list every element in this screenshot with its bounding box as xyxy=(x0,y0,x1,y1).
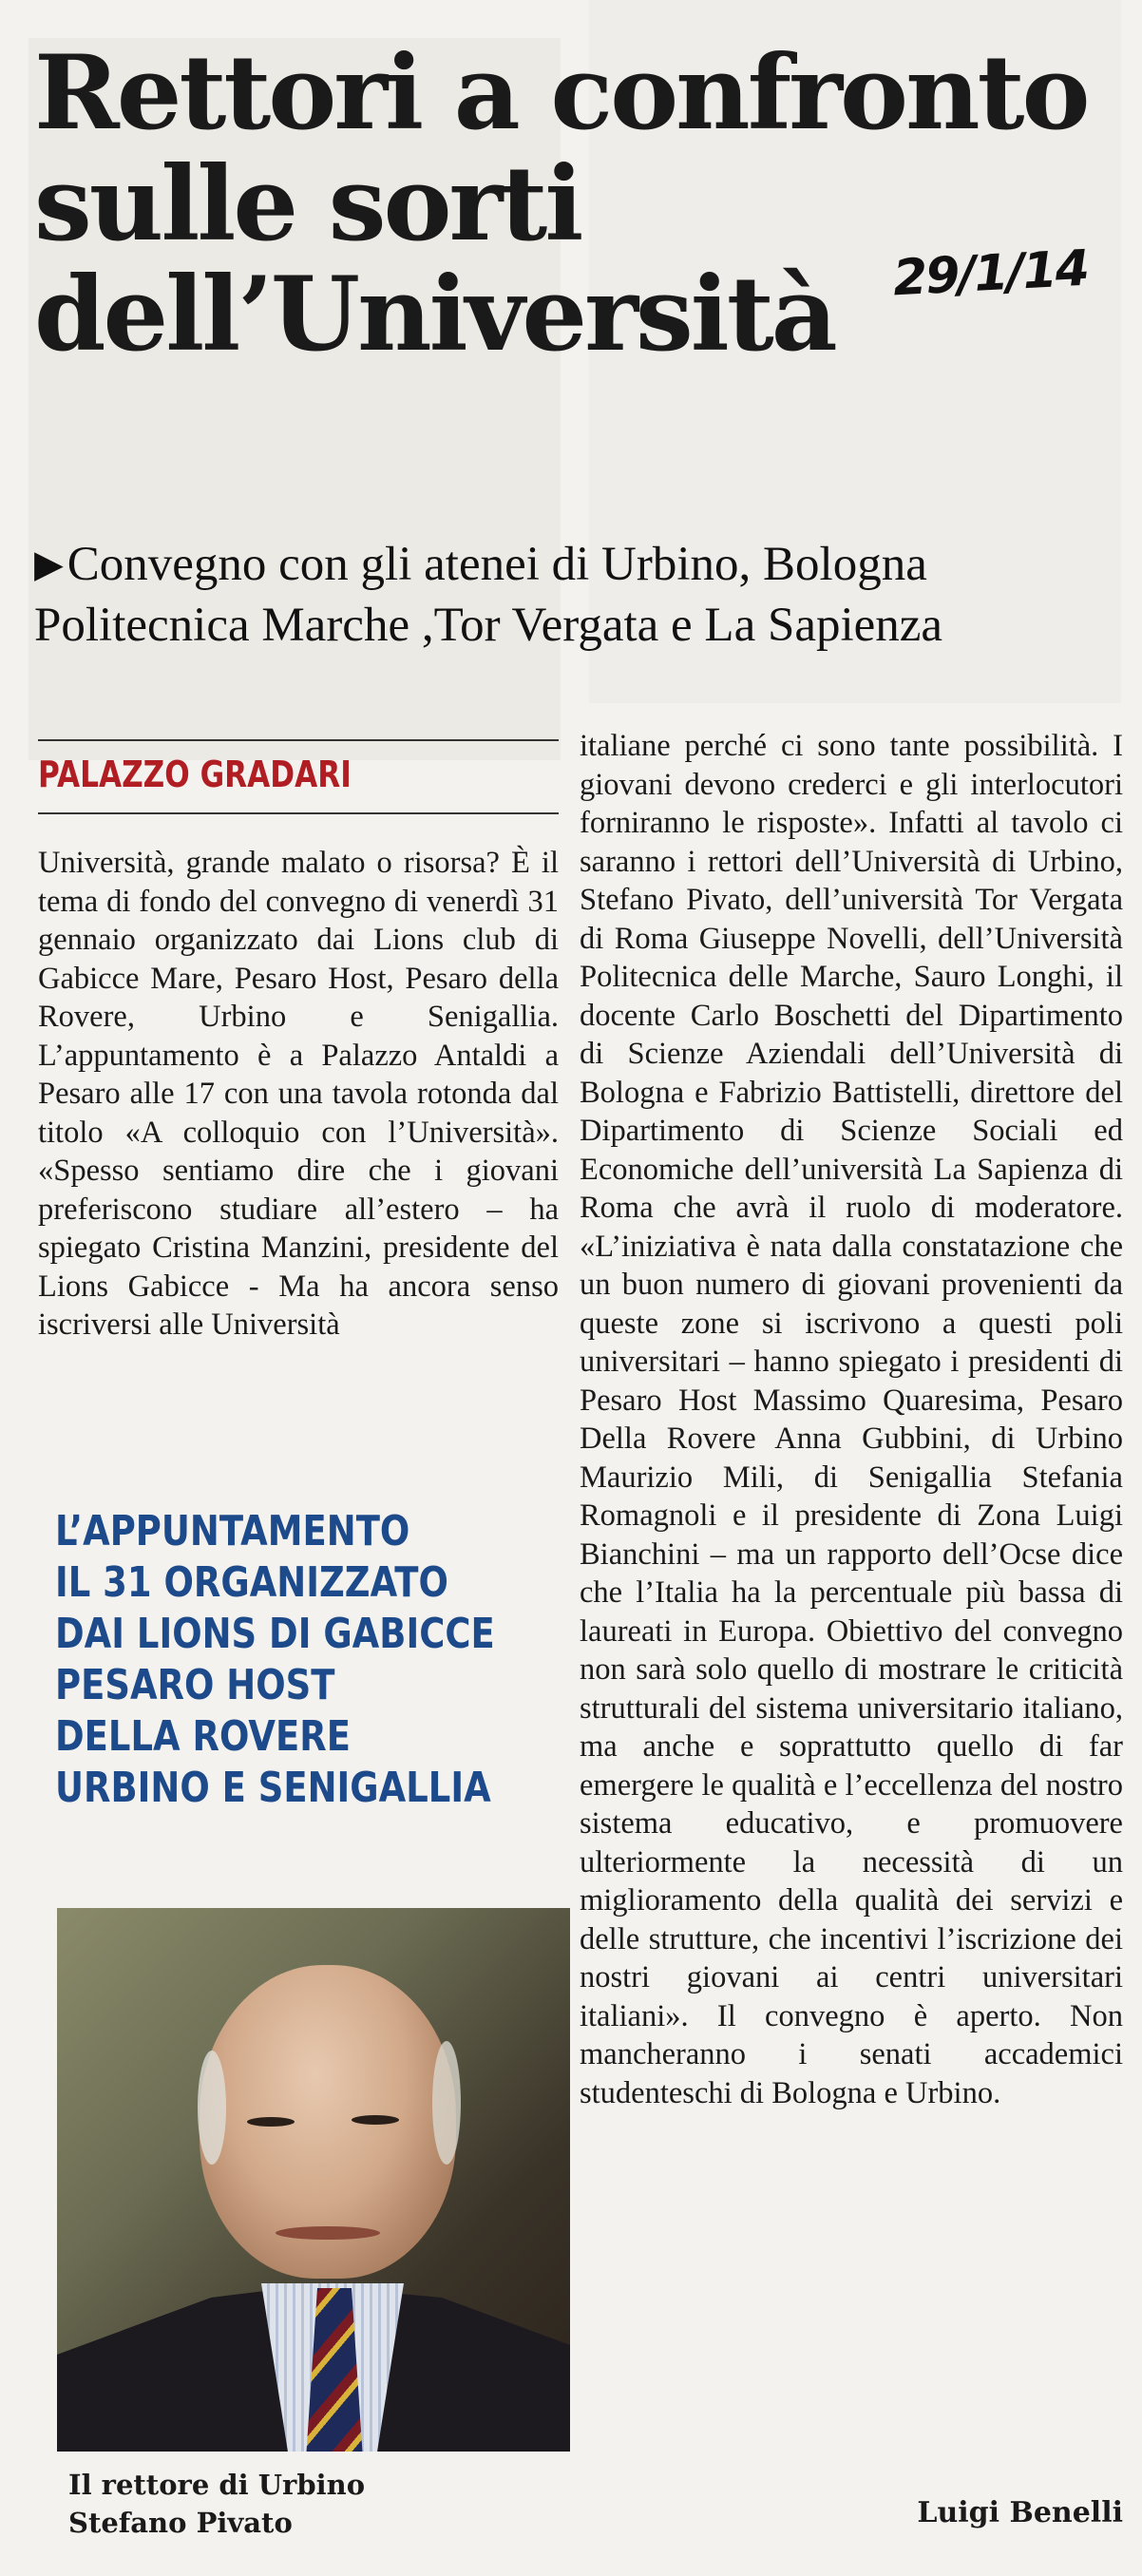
body-column-right: italiane perché ci sono tante possibilità. I giovani devono crederci e gli interlocutori forniranno le risposte». Infatti al tavolo ci saranno i rettori dell’Università di Urbino, Stefano Pivato, dell’università Tor Vergata di Roma Giuseppe Novelli, dell’Università Politecnica delle Marche, Sauro Longhi, il docente Carlo Boschetti del Dipartimento di Scienze Aziendali dell’Università di Bologna e Fabrizio Battistelli, direttore del Dipartimento di Scienze Sociali ed Economiche dell’università La Sapienza di Roma che avrà il ruolo di moderatore. «L’iniziativa è nata dalla constatazione che un buon numero di giovani provenienti da queste zone si iscrivono a questi poli universitari – hanno spiegato i presidenti di Pesaro Host Massimo Quaresima, Pesaro Della Rovere Anna Gubbini, di Urbino Maurizio Mili, di Senigallia Stefania Romagnoli e il presidente di Zona Luigi Bianchini – ma un rapporto dell’Ocse dice che l’Italia ha la percentuale più bassa di laureati in Europa. Obiettivo del convegno non sarà solo quello di mostrare le criticità strutturali del sistema universitario italiano, ma anche e soprattutto quello di far emergere le qualità e l’eccellenza del nostro sistema educativo, e promuovere ulteriormente la necessità di un miglioramento della qualità dei servizi e delle strutture, che incentivi l’iscrizione dei nostri giovani ai centri universitari italiani». Il convegno è aperto. Non mancheranno i senati accademici studenteschi di Bologna e Urbino. xyxy=(580,729,1123,2110)
photo-caption xyxy=(68,2466,365,2542)
body-column-left: Università, grande malato o risorsa? È il tema di fondo del convegno di venerdì 31 gennaio organizzato dai Lions club di Gabicce Mare, Pesaro Host, Pesaro della Rovere, Urbino e Senigallia. L’appuntamento è a Palazzo Antaldi a Pesaro alle 17 con una tavola rotonda dal titolo «A colloquio con l’Università». «Spesso sentiamo dire che i giovani preferiscono studiare all’estero – ha spiegato Cristina Manzini, presidente del Lions Gabicce - Ma ha ancora senso iscriversi alle Università xyxy=(38,846,559,1342)
headline-line: dell’Università xyxy=(34,255,835,375)
section-rule-bottom xyxy=(38,812,559,814)
portrait-eye xyxy=(247,2117,295,2127)
arrow-marker-icon: ▶ xyxy=(34,543,64,585)
caption-line: Stefano Pivato xyxy=(68,2507,293,2539)
author-byline: Luigi Benelli xyxy=(917,2496,1123,2529)
portrait-hair xyxy=(432,2041,461,2165)
portrait-hair xyxy=(198,2051,226,2165)
section-label: PALAZZO GRADARI xyxy=(38,754,352,795)
portrait-eye xyxy=(352,2115,399,2125)
headline-line: Rettori a confronto xyxy=(34,33,1088,153)
subheadline xyxy=(34,534,1108,657)
pull-quote: L’APPUNTAMENTO IL 31 ORGANIZZATO DAI LIONS DI GABICCE PESARO HOST DELLA ROVERE URBINO E SENIGALLIA xyxy=(55,1507,495,1812)
portrait-photo xyxy=(57,1908,570,2452)
section-rule-top xyxy=(38,739,559,741)
portrait-mouth xyxy=(276,2226,380,2240)
caption-line: Il rettore di Urbino xyxy=(68,2469,366,2501)
headline xyxy=(34,33,1088,375)
subhead-line: Convegno con gli atenei di Urbino, Bologna xyxy=(67,538,927,591)
handwritten-date: 29/1/14 xyxy=(891,239,1090,308)
subhead-line: Politecnica Marche ,Tor Vergata e La Sapienza xyxy=(34,599,943,653)
headline-line: sulle sorti xyxy=(34,143,581,264)
